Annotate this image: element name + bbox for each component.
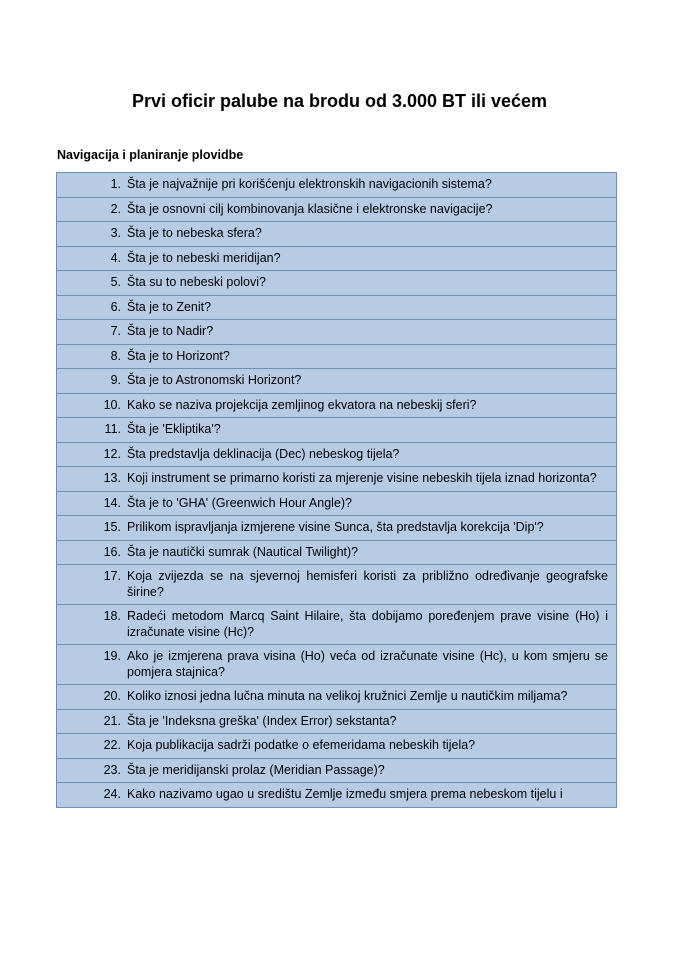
question-text: Koja zvijezda se na sjevernoj hemisferi koristi za približno određivanje geografske širine? <box>127 569 608 599</box>
question-cell <box>57 491 617 516</box>
question-line <box>57 177 608 193</box>
question-text: Šta je 'Indeksna greška' (Index Error) sekstanta? <box>127 713 397 728</box>
question-line <box>57 520 608 536</box>
question-row <box>57 605 617 645</box>
question-line <box>57 226 608 242</box>
question-line <box>57 275 608 291</box>
question-row <box>57 418 617 443</box>
question-row <box>57 565 617 605</box>
question-text: Šta je to Horizont? <box>127 348 230 363</box>
question-line <box>57 373 608 389</box>
question-text: Šta je 'Ekliptika'? <box>127 422 221 436</box>
question-cell <box>57 645 617 685</box>
question-number: 7. <box>110 324 121 338</box>
question-row <box>57 295 617 320</box>
question-line <box>57 202 608 218</box>
question-text: Šta je to Astronomski Horizont? <box>127 373 302 387</box>
question-row <box>57 467 617 492</box>
question-number: 12. <box>103 446 121 461</box>
question-row <box>57 709 617 734</box>
question-row <box>57 516 617 541</box>
question-number: 9. <box>110 373 121 387</box>
question-text: Koji instrument se primarno koristi za mjerenje visine nebeskih tijela iznad horizonta? <box>127 471 597 485</box>
question-row <box>57 222 617 247</box>
question-number: 6. <box>110 299 121 314</box>
question-text: Kako nazivamo ugao u središtu Zemlje između smjera prema nebeskom tijelu i <box>127 787 563 801</box>
question-number: 17. <box>103 569 121 583</box>
question-line <box>57 324 608 340</box>
question-line <box>57 251 608 267</box>
question-text: Šta je to nebeska sfera? <box>127 226 262 240</box>
question-cell <box>57 758 617 783</box>
question-cell <box>57 173 617 198</box>
question-cell <box>57 295 617 320</box>
question-cell <box>57 540 617 565</box>
question-number: 2. <box>110 201 121 216</box>
question-number: 1. <box>110 177 121 191</box>
question-number: 22. <box>103 738 121 752</box>
question-text: Šta je to nebeski meridijan? <box>127 250 281 265</box>
question-row <box>57 344 617 369</box>
question-row <box>57 393 617 418</box>
question-text: Šta je osnovni cilj kombinovanja klasične i elektronske navigacije? <box>127 201 493 216</box>
question-row <box>57 320 617 345</box>
question-text: Koliko iznosi jedna lučna minuta na velikoj kružnici Zemlje u nautičkim miljama? <box>127 689 568 703</box>
question-line <box>57 609 608 640</box>
question-cell <box>57 246 617 271</box>
question-text: Šta je to 'GHA' (Greenwich Hour Angle)? <box>127 495 353 510</box>
question-cell <box>57 565 617 605</box>
question-number: 15. <box>103 520 121 534</box>
question-line <box>57 496 608 512</box>
question-line <box>57 689 608 705</box>
question-line <box>57 714 608 730</box>
question-row <box>57 540 617 565</box>
question-row <box>57 491 617 516</box>
question-line <box>57 738 608 754</box>
question-cell <box>57 418 617 443</box>
question-number: 19. <box>103 649 121 663</box>
question-text: Šta je nautički sumrak (Nautical Twilight)? <box>127 544 359 559</box>
question-cell <box>57 734 617 759</box>
question-number: 11. <box>104 422 121 436</box>
question-cell <box>57 442 617 467</box>
question-cell <box>57 393 617 418</box>
question-line <box>57 471 608 487</box>
question-line <box>57 569 608 600</box>
question-line <box>57 447 608 463</box>
question-number: 24. <box>103 787 121 801</box>
question-text: Šta je najvažnije pri korišćenju elektronskih navigacionih sistema? <box>127 177 492 191</box>
question-cell <box>57 467 617 492</box>
question-text: Šta je to Nadir? <box>127 324 214 338</box>
question-text: Kako se naziva projekcija zemljinog ekvatora na nebeskij sferi? <box>127 397 477 412</box>
question-row <box>57 758 617 783</box>
question-cell <box>57 271 617 296</box>
question-cell <box>57 783 617 808</box>
document-title: Prvi oficir palube na brodu od 3.000 BT ili većem <box>131 91 548 111</box>
question-cell <box>57 709 617 734</box>
question-number: 3. <box>110 226 121 240</box>
question-line <box>57 649 608 680</box>
question-text: Šta je to Zenit? <box>127 299 212 314</box>
question-text: Radeći metodom Marcq Saint Hilaire, šta dobijamo poređenjem prave visine (Ho) i izračunate visine (Hc)? <box>127 609 608 639</box>
question-row <box>57 197 617 222</box>
questions-table <box>56 172 617 808</box>
question-row <box>57 783 617 808</box>
question-number: 13. <box>103 471 121 485</box>
section-heading: Navigacija i planiranje plovidbe <box>57 148 244 162</box>
question-row <box>57 734 617 759</box>
question-number: 23. <box>103 762 121 777</box>
question-text: Šta predstavlja deklinacija (Dec) nebeskog tijela? <box>127 446 400 461</box>
question-text: Prilikom ispravljanja izmjerene visine Sunca, šta predstavlja korekcija 'Dip'? <box>127 520 544 534</box>
question-row <box>57 173 617 198</box>
question-cell <box>57 320 617 345</box>
question-number: 16. <box>103 544 121 559</box>
question-cell <box>57 516 617 541</box>
question-row <box>57 369 617 394</box>
question-line <box>57 545 608 561</box>
question-number: 8. <box>110 348 121 363</box>
question-line <box>57 349 608 365</box>
question-number: 21. <box>103 713 121 728</box>
question-cell <box>57 197 617 222</box>
question-row <box>57 685 617 710</box>
question-number: 4. <box>110 250 121 265</box>
question-row <box>57 442 617 467</box>
question-text: Ako je izmjerena prava visina (Ho) veća od izračunate visine (Hc), u kom smjeru se pomjera stajnica? <box>127 649 608 679</box>
question-cell <box>57 344 617 369</box>
question-number: 18. <box>103 609 121 623</box>
question-cell <box>57 605 617 645</box>
question-number: 20. <box>103 689 121 703</box>
question-number: 14. <box>103 495 121 510</box>
question-text: Koja publikacija sadrži podatke o efemeridama nebeskih tijela? <box>127 738 476 752</box>
question-line <box>57 398 608 414</box>
question-number: 5. <box>110 275 121 289</box>
question-text: Šta su to nebeski polovi? <box>127 275 266 289</box>
question-row <box>57 271 617 296</box>
question-line <box>57 422 608 438</box>
question-line <box>57 787 608 803</box>
question-row <box>57 645 617 685</box>
question-cell <box>57 222 617 247</box>
questions-table-body <box>57 173 617 808</box>
question-row <box>57 246 617 271</box>
question-line <box>57 763 608 779</box>
question-cell <box>57 369 617 394</box>
question-line <box>57 300 608 316</box>
question-cell <box>57 685 617 710</box>
question-text: Šta je meridijanski prolaz (Meridian Passage)? <box>127 762 385 777</box>
question-number: 10. <box>103 397 121 412</box>
